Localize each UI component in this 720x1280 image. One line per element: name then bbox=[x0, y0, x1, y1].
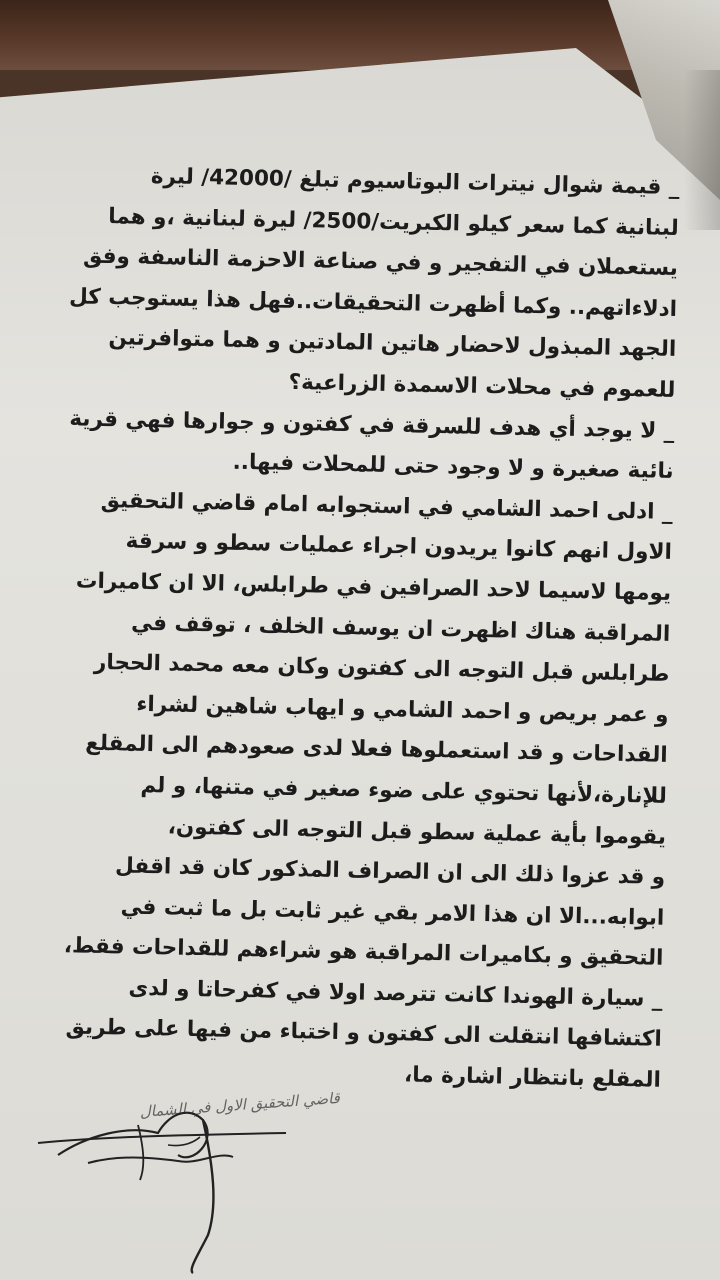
text-line: التحقيق و بكاميرات المراقبة هو شراءهم للقداحات فقط، bbox=[63, 933, 664, 972]
text-line: طرابلس قبل التوجه الى كفتون وكان معه محمد الحجار bbox=[93, 649, 670, 688]
text-line: و قد عزوا ذلك الى ان الصراف المذكور كان قد اقفل bbox=[114, 853, 666, 890]
text-line: القداحات و قد استعملوها فعلا لدى صعودهم الى المقلع bbox=[84, 730, 668, 769]
text-line: الجهد المبذول لاحضار هاتين المادتين و هما متوافرتين bbox=[108, 325, 677, 363]
text-line: للعموم في محلات الاسمدة الزراعية؟ bbox=[288, 369, 676, 403]
document-body bbox=[21, 155, 680, 1102]
text-line: اكتشافها انتقلت الى كفتون و اختباء من فيها على طريق bbox=[65, 1014, 663, 1053]
text-line: _ لا يوجد أي هدف للسرقة في كفتون و جوارها فهي قرية bbox=[69, 405, 675, 444]
text-line: الاول انهم كانوا يريدون اجراء عمليات سطو و سرقة bbox=[125, 528, 673, 566]
text-line: _ ادلى احمد الشامي في استجوابه امام قاضي التحقيق bbox=[100, 487, 674, 525]
text-line: نائية صغيرة و لا وجود حتى للمحلات فيها.. bbox=[232, 449, 674, 485]
text-line: _ سيارة الهوندا كانت تترصد اولا في كفرحاتا و لدى bbox=[128, 975, 663, 1012]
text-line: يومها لاسيما لاحد الصرافين في طرابلس، الا ان كاميرات bbox=[75, 568, 672, 606]
text-line: يقوموا بأية عملية سطو قبل التوجه الى كفتون، bbox=[167, 813, 667, 850]
page-edge-shadow bbox=[684, 70, 720, 230]
text-line: المقلع بانتظار اشارة ما، bbox=[403, 1062, 662, 1093]
text-line: للإنارة،لأنها تحتوي على ضوء صغير في متنها، و لم bbox=[140, 772, 668, 809]
text-line: _ قيمة شوال نيترات البوتاسيوم تبلغ /42000/ ليرة bbox=[150, 163, 680, 200]
text-line: لبنانية كما سعر كيلو الكبريت/2500/ ليرة لبنانية ،و هما bbox=[108, 203, 680, 241]
signature-icon bbox=[18, 1085, 298, 1275]
text-line: و عمر بريص و احمد الشامي و ايهاب شاهين لشراء bbox=[136, 691, 669, 728]
text-line: ابوابه...الا ان هذا الامر بقي غير ثابت بل ما ثبت في bbox=[120, 894, 665, 931]
text-line: المراقبة هناك اظهرت ان يوسف الخلف ، توقف في bbox=[130, 610, 671, 647]
text-line: ادلاءاتهم.. وكما أظهرت التحقيقات..فهل هذا يستوجب كل bbox=[68, 284, 678, 322]
stamp-text: قاضي التحقيق الاول في الشمال bbox=[139, 1088, 341, 1121]
text-line: يستعملان في التفجير و في صناعة الاحزمة الناسفة وفق bbox=[82, 243, 679, 282]
